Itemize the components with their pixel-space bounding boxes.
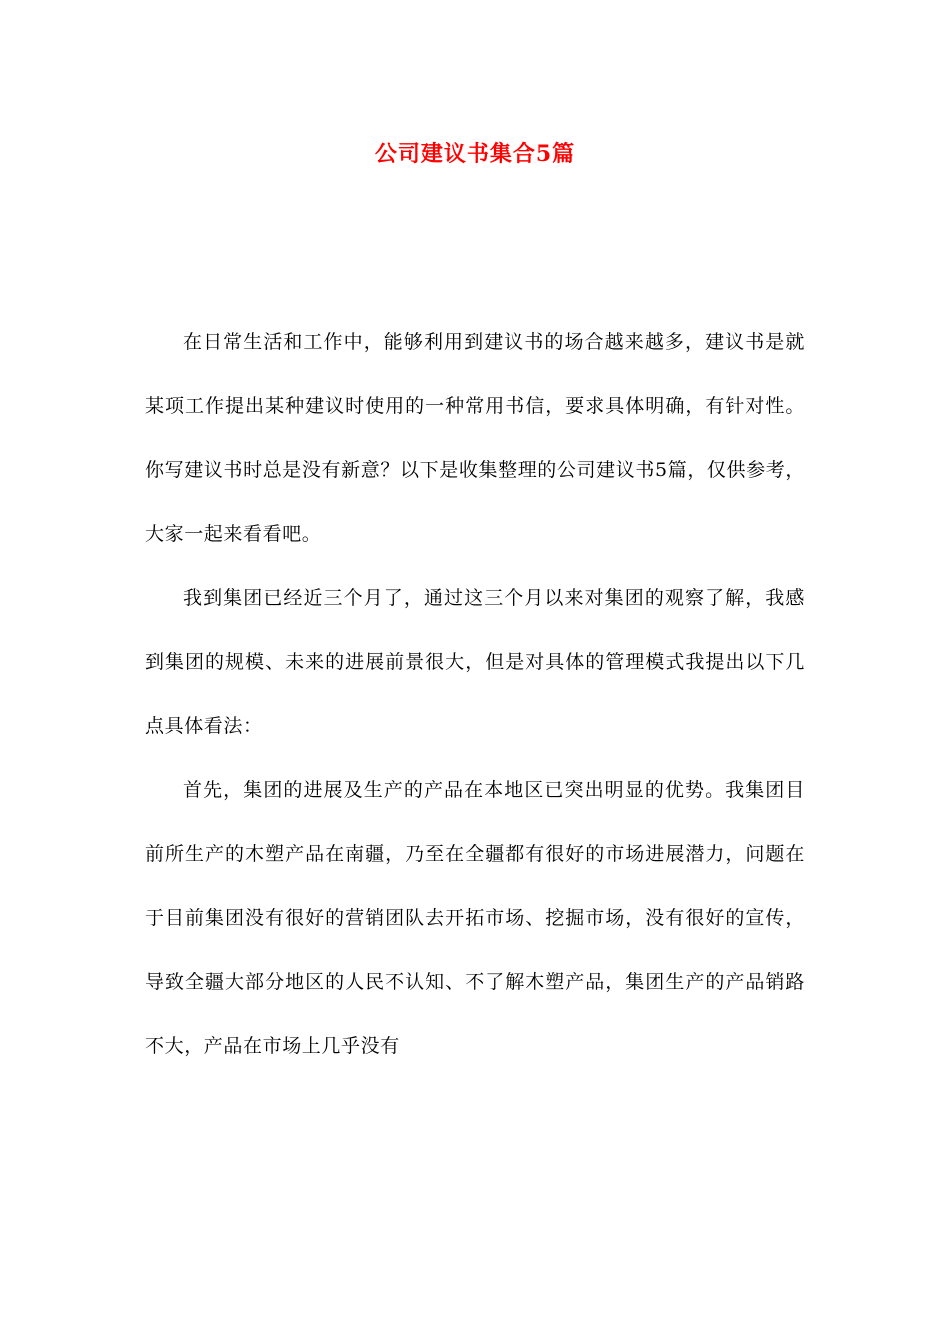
document-body: [145, 310, 805, 1078]
paragraph-intro: 在日常生活和工作中，能够利用到建议书的场合越来越多，建议书是就某项工作提出某种建议时使用的一种常用书信，要求具体明确，有针对性。你写建议书时总是没有新意？以下是收集整理的公司建议书5篇，仅供参考，大家一起来看看吧。: [145, 331, 805, 545]
document-title: 公司建议书集合5篇: [374, 141, 576, 167]
paragraph-observation: 我到集团已经近三个月了，通过这三个月以来对集团的观察了解，我感到集团的规模、未来的进展前景很大，但是对具体的管理模式我提出以下几点具体看法：: [145, 587, 805, 737]
paragraph-first-point: 首先，集团的进展及生产的产品在本地区已突出明显的优势。我集团目前所生产的木塑产品在南疆，乃至在全疆都有很好的市场进展潜力，问题在于目前集团没有很好的营销团队去开拓市场、挖掘市场，没有很好的宣传，导致全疆大部分地区的人民不认知、不了解木塑产品，集团生产的产品销路不大，产品在市场上几乎没有: [145, 779, 805, 1057]
